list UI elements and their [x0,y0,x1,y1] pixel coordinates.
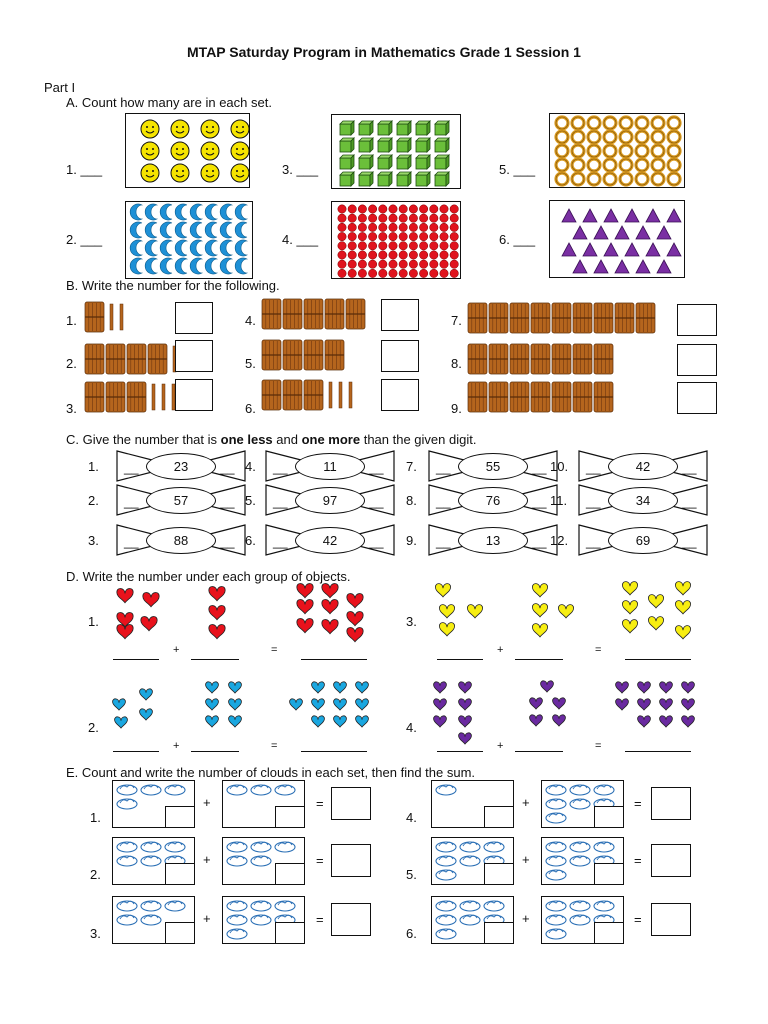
one-more-blank[interactable]: __ [532,460,547,475]
c6-given-number: 42 [295,527,365,554]
c1-num: 1. [88,459,99,474]
cloud-icon [570,785,590,795]
heart-icon [553,715,566,726]
a3-label: 3. ___ [282,162,319,177]
answer-blank[interactable]: ___ [80,232,103,247]
b1-num: 1. [66,313,77,328]
sum-answer-line[interactable] [301,750,367,752]
plus-sign: + [173,740,180,752]
cloud-set [541,896,624,944]
heart-icon [434,699,447,710]
heart-icon [434,716,447,727]
c2-num: 2. [88,493,99,508]
heart-icon [347,611,363,625]
one-more-blank[interactable]: __ [682,534,697,549]
heart-icon [530,715,543,726]
cloud-icon [570,842,590,852]
heart-icon [312,699,325,710]
one-less-blank[interactable]: __ [273,460,288,475]
heart-icon [140,709,153,720]
cloud-icon [570,799,590,809]
heart-icon [459,716,472,727]
c5-given-number: 97 [295,487,365,514]
equals-sign: = [271,740,278,752]
cloud-icon [594,785,614,795]
cloud-set [112,837,195,885]
e4-num: 4. [406,810,417,825]
one-more-blank[interactable]: __ [532,494,547,509]
page-title: MTAP Saturday Program in Mathematics Grade 1 Session 1 [187,44,581,60]
b6-num: 6. [245,401,256,416]
heart-icon [682,699,695,710]
cloud-icon [570,901,590,911]
cloud-icon [117,856,137,866]
cloud-icon [570,856,590,866]
plus-sign: + [522,795,530,810]
heart-icon [467,605,482,618]
heart-icon [638,699,651,710]
heart-icon [622,620,637,633]
e5-num: 5. [406,867,417,882]
answer-blank[interactable]: ___ [296,232,319,247]
heart-icon [356,716,369,727]
cloud-icon [275,901,295,911]
plus-sign: + [522,852,530,867]
equals-sign: = [316,853,324,868]
cloud-icon [251,856,271,866]
cloud-icon [275,785,295,795]
cloud-icon [546,799,566,809]
heart-icon [322,619,338,633]
addend-answer-line[interactable] [191,658,239,660]
cloud-icon [227,929,247,939]
cloud-set [541,837,624,885]
heart-icon [141,616,157,630]
cloud-icon [436,842,456,852]
cloud-set [541,780,624,828]
heart-icon [660,716,673,727]
cloud-set [112,896,195,944]
heart-icon [297,618,313,632]
c9-num: 9. [406,533,417,548]
one-more-blank[interactable]: __ [220,494,235,509]
heart-icon [322,599,338,613]
heart-icon [297,583,313,597]
cloud-icon [165,785,185,795]
cloud-icon [594,842,614,852]
cloud-icon [546,915,566,925]
c7-num: 7. [406,459,417,474]
cloud-icon [546,870,566,880]
one-less-blank[interactable]: __ [436,534,451,549]
cloud-icon [546,929,566,939]
cloud-icon [117,842,137,852]
one-more-blank[interactable]: __ [369,494,384,509]
one-less-blank[interactable]: __ [586,494,601,509]
cloud-icon [227,901,247,911]
cloud-icon [251,901,271,911]
heart-icon [682,682,695,693]
addend-answer-line[interactable] [113,658,159,660]
plus-sign: + [497,740,504,752]
heart-icon [117,588,133,602]
one-less-blank[interactable]: __ [586,460,601,475]
one-more-blank[interactable]: __ [532,534,547,549]
one-less-blank[interactable]: __ [273,494,288,509]
cloud-icon [117,799,137,809]
cloud-icon [436,915,456,925]
one-less-blank[interactable]: __ [124,460,139,475]
cloud-icon [275,842,295,852]
count-answer-box[interactable] [484,863,514,885]
heart-icon [682,716,695,727]
c7-given-number: 55 [458,453,528,480]
heart-icon [229,699,242,710]
cloud-icon [546,842,566,852]
heart-icon [622,582,637,595]
d1-num: 1. [88,614,99,629]
cloud-set [222,837,305,885]
heart-icon [638,716,651,727]
cloud-icon [141,901,161,911]
cloud-icon [460,856,480,866]
d3-num: 3. [406,614,417,629]
plus-sign: + [497,644,504,656]
heart-icon [140,689,153,700]
c12-given-number: 69 [608,527,678,554]
heart-icon [229,716,242,727]
b9-num: 9. [451,401,462,416]
sum-answer-box[interactable] [331,787,371,820]
c11-given-number: 34 [608,487,678,514]
heart-icon [356,699,369,710]
equals-sign: = [316,912,324,927]
sum-answer-box[interactable] [651,844,691,877]
heart-icon [115,717,128,728]
heart-icon [459,733,472,744]
cloud-icon [546,813,566,823]
heart-icon [459,682,472,693]
heart-icon [532,584,547,597]
e2-num: 2. [90,867,101,882]
heart-icon [660,682,673,693]
count-answer-box[interactable] [165,806,195,828]
cloud-icon [141,915,161,925]
count-answer-box[interactable] [275,806,305,828]
plus-sign: + [203,852,211,867]
sum-answer-box[interactable] [651,787,691,820]
heart-icon [347,627,363,641]
c8-num: 8. [406,493,417,508]
cloud-set [222,896,305,944]
addend-answer-line[interactable] [515,658,563,660]
heart-icon [616,682,629,693]
heart-icon [290,699,303,710]
cloud-icon [436,929,456,939]
cloud-icon [436,901,456,911]
heart-icon [541,681,554,692]
cloud-icon [141,842,161,852]
c1-given-number: 23 [146,453,216,480]
heart-icon [206,699,219,710]
equals-sign: = [271,644,278,656]
heart-icon [553,698,566,709]
section-b-heading: B. Write the number for the following. [66,278,280,293]
count-answer-box[interactable] [165,922,195,944]
heart-icon [459,699,472,710]
heart-icon [434,682,447,693]
cloud-icon [251,785,271,795]
cloud-icon [141,785,161,795]
cloud-icon [165,842,185,852]
heart-icon [638,682,651,693]
one-more-blank[interactable]: __ [220,460,235,475]
b7-num: 7. [451,313,462,328]
heart-icon [297,599,313,613]
a1-label: 1. ___ [66,162,103,177]
heart-icon [530,698,543,709]
one-less-blank[interactable]: __ [586,534,601,549]
c12-num: 12. [550,533,569,548]
addend-answer-line[interactable] [515,750,563,752]
cloud-icon [460,842,480,852]
sum-answer-line[interactable] [625,750,691,752]
b2-num: 2. [66,356,77,371]
heart-icon [113,699,126,710]
cloud-set [112,780,195,828]
sum-answer-box[interactable] [331,903,371,936]
addend-answer-line[interactable] [437,750,483,752]
cloud-icon [117,785,137,795]
heart-icon [143,592,159,606]
plus-sign: + [203,911,211,926]
c6-num: 6. [245,533,256,548]
cloud-set [222,780,305,828]
heart-icon [616,699,629,710]
addend-answer-line[interactable] [437,658,483,660]
count-answer-box[interactable] [484,922,514,944]
cloud-icon [436,870,456,880]
heart-icon [312,682,325,693]
addend-answer-line[interactable] [113,750,159,752]
d2-num: 2. [88,720,99,735]
cloud-icon [460,915,480,925]
heart-icon [532,624,547,637]
heart-icon [334,716,347,727]
e3-num: 3. [90,926,101,941]
addend-answer-line[interactable] [191,750,239,752]
cloud-icon [117,915,137,925]
b5-num: 5. [245,356,256,371]
cloud-icon [117,901,137,911]
a6-label: 6. ___ [499,232,536,247]
heart-icon [648,595,663,608]
count-answer-box[interactable] [165,863,195,885]
plus-sign: + [522,911,530,926]
cloud-icon [227,856,247,866]
heart-icon [347,593,363,607]
c8-given-number: 76 [458,487,528,514]
one-less-blank[interactable]: __ [124,534,139,549]
heart-icon [439,605,454,618]
cloud-icon [594,901,614,911]
sum-answer-box[interactable] [651,903,691,936]
c5-num: 5. [245,493,256,508]
c10-given-number: 42 [608,453,678,480]
sum-answer-line[interactable] [625,658,691,660]
heart-icon [435,584,450,597]
heart-icon [675,601,690,614]
cloud-icon [460,901,480,911]
heart-icon [312,716,325,727]
heart-icon [558,605,573,618]
equals-sign: = [595,644,602,656]
plus-sign: + [203,795,211,810]
cloud-set [431,780,514,828]
c4-num: 4. [245,459,256,474]
cloud-set [431,837,514,885]
heart-icon [334,699,347,710]
count-answer-box[interactable] [594,863,624,885]
heart-icon [622,601,637,614]
a5-label: 5. ___ [499,162,536,177]
b3-num: 3. [66,401,77,416]
one-less-blank[interactable]: __ [124,494,139,509]
cloud-icon [436,856,456,866]
one-less-blank[interactable]: __ [436,460,451,475]
section-c-heading: C. Give the number that is one less and one more than the given digit. [66,432,477,447]
one-more-blank[interactable]: __ [369,460,384,475]
count-answer-box[interactable] [594,922,624,944]
equals-sign: = [634,912,642,927]
cloud-icon [436,785,456,795]
answer-blank[interactable]: ___ [296,162,319,177]
heart-icon [206,682,219,693]
cloud-icon [546,901,566,911]
one-more-blank[interactable]: __ [220,534,235,549]
cloud-icon [165,901,185,911]
heart-icon [322,583,338,597]
cloud-icon [227,842,247,852]
cloud-icon [227,785,247,795]
equals-sign: = [316,796,324,811]
answer-blank[interactable]: ___ [80,162,103,177]
c3-num: 3. [88,533,99,548]
cloud-icon [546,785,566,795]
c11-num: 11. [550,493,568,508]
cloud-icon [484,842,504,852]
one-more-blank[interactable]: __ [369,534,384,549]
heart-icon [356,682,369,693]
count-answer-box[interactable] [275,863,305,885]
b8-num: 8. [451,356,462,371]
b4-num: 4. [245,313,256,328]
c3-given-number: 88 [146,527,216,554]
heart-icon [532,604,547,617]
e6-num: 6. [406,926,417,941]
part-label: Part I [44,80,76,95]
a4-label: 4. ___ [282,232,319,247]
cloud-icon [141,856,161,866]
sum-answer-box[interactable] [331,844,371,877]
heart-icon [439,623,454,636]
e1-num: 1. [90,810,101,825]
section-a-heading: A. Count how many are in each set. [66,95,272,110]
heart-icon [660,699,673,710]
sum-answer-line[interactable] [301,658,367,660]
c10-num: 10. [550,459,569,474]
equals-sign: = [634,796,642,811]
count-answer-box[interactable] [484,806,514,828]
cloud-icon [570,915,590,925]
a2-label: 2. ___ [66,232,103,247]
heart-icon [334,682,347,693]
heart-icon [209,605,225,619]
cloud-icon [251,842,271,852]
section-d-heading: D. Write the number under each group of objects. [66,569,351,584]
count-answer-box[interactable] [594,806,624,828]
equals-sign: = [634,853,642,868]
d4-num: 4. [406,720,417,735]
heart-icon [675,626,690,639]
one-more-blank[interactable]: __ [682,494,697,509]
plus-sign: + [173,644,180,656]
c4-given-number: 11 [295,453,365,480]
cloud-set [431,896,514,944]
one-more-blank[interactable]: __ [682,460,697,475]
answer-blank[interactable]: ___ [513,232,536,247]
cloud-icon [227,915,247,925]
c9-given-number: 13 [458,527,528,554]
heart-icon [675,582,690,595]
answer-blank[interactable]: ___ [513,162,536,177]
heart-icon [209,586,225,600]
equals-sign: = [595,740,602,752]
heart-icon [648,617,663,630]
cloud-icon [546,856,566,866]
one-less-blank[interactable]: __ [273,534,288,549]
cloud-icon [484,901,504,911]
count-answer-box[interactable] [275,922,305,944]
one-less-blank[interactable]: __ [436,494,451,509]
cloud-icon [251,915,271,925]
section-e-heading: E. Count and write the number of clouds in each set, then find the sum. [66,765,476,780]
heart-icon [229,682,242,693]
c2-given-number: 57 [146,487,216,514]
heart-icon [209,624,225,638]
heart-icon [206,716,219,727]
